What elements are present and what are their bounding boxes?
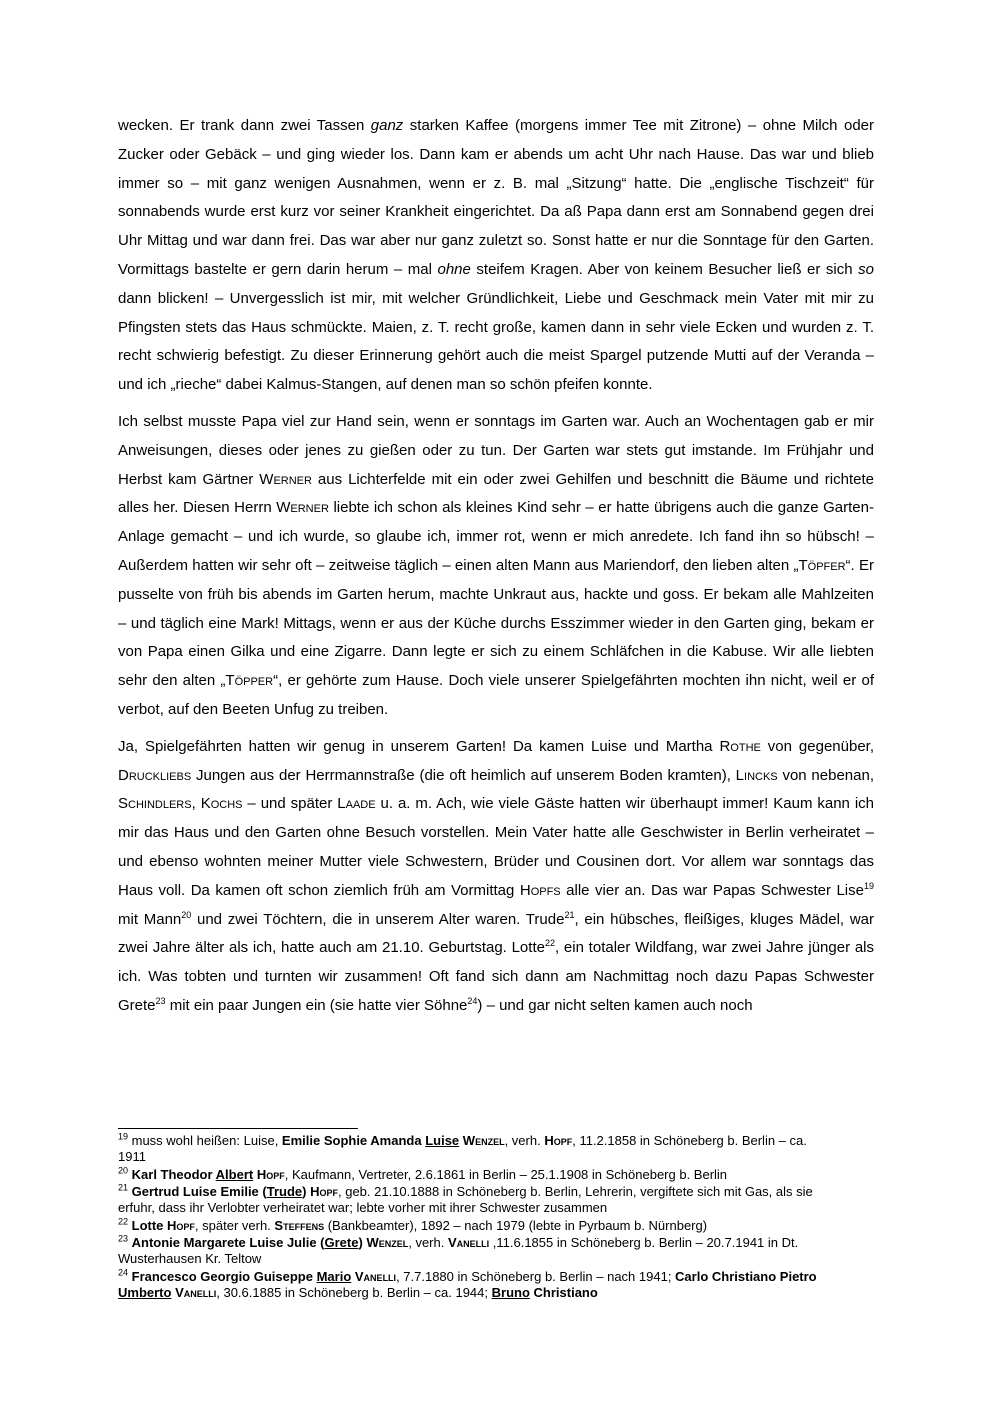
- text-run: liebte ich schon als kleines Kind sehr – er hatte übrigens auch die ganze Garten-Anlage gemacht – und ich wurde, so glaube ich, immer rot, wenn er mich anredete. Ich fand ihn so hübsch! – Außerdem hatten wir sehr oft – zeitweise täglich – einen alten Mann aus Mariendorf, den lieben alten „: [118, 499, 874, 574]
- text-run: Rothe: [719, 737, 761, 755]
- text-run: Albert: [215, 1166, 254, 1182]
- text-run: ,11.6.1855 in Schöneberg b. Berlin – 20.7.1941 in Dt. Wusterhausen Kr. Teltow: [118, 1235, 799, 1266]
- text-run: , 7.7.1880 in Schöneberg b. Berlin – nach 1941;: [396, 1268, 676, 1284]
- footnote-text: [118, 1133, 807, 1164]
- footnote-22: [118, 1218, 818, 1234]
- text-run: ganz: [370, 117, 404, 134]
- text-run: ohne: [437, 260, 471, 278]
- text-run: u. a. m. Ach, wie viele Gäste hatten wir überhaupt immer! Kaum kann ich mir das Haus und den Garten ohne Besuch vorstellen. Mein Vater hatte alle Geschwister in Berlin verheiratet – und ebenso wohnten meiner Mutter viele Schwestern, Brüder und Cousinen dort. Vor allem war sonntags das Haus voll. Da kamen oft schon ziemlich früh am Vormittag: [118, 795, 875, 899]
- text-run: , verh.: [504, 1133, 545, 1148]
- text-run: Luise: [425, 1133, 460, 1148]
- footnote-19: [118, 1133, 818, 1165]
- text-run: Werner: [259, 470, 312, 488]
- text-run: und zwei Töchtern, die in unserem Alter waren. Trude: [191, 910, 565, 928]
- text-run: Antonie Margarete Luise Julie (: [131, 1235, 325, 1250]
- text-run: Karl Theodor: [131, 1166, 216, 1182]
- text-run: Steffens: [274, 1217, 325, 1233]
- text-run: Emilie Sophie Amanda: [281, 1133, 426, 1148]
- text-run: Hopfs: [519, 881, 561, 899]
- footnote-number: 22: [118, 1216, 129, 1227]
- text-run: mit ein paar Jungen ein (sie hatte vier Söhne: [165, 996, 468, 1014]
- footnote-text: [118, 1269, 817, 1300]
- text-run: “, er gehörte zum Hause. Doch viele unserer Spielgefährten mochten ihn nicht, weil er of verbot, auf den Beeten Unfug zu treiben.: [118, 672, 875, 718]
- body-paragraph-2: [118, 408, 874, 725]
- text-run: Vanelli: [447, 1235, 490, 1250]
- text-run: wecken. Er trank dann zwei Tassen: [118, 117, 371, 134]
- text-run: Umberto: [118, 1284, 172, 1300]
- text-run: Christiano: [533, 1284, 598, 1300]
- text-run: , später verh.: [194, 1217, 275, 1233]
- body-paragraph-1: [118, 112, 874, 400]
- text-run: von gegenüber,: [760, 737, 875, 755]
- text-run: Ich selbst musste Papa viel zur Hand sein, wenn er sonntags im Garten war. Auch an Wochentagen gab er mir Anweisungen, dieses oder jenes zu gießen oder zu tun. Der Garten war stets gut imstande. Im Frühjahr und Herbst kam Gärtner: [118, 412, 874, 488]
- text-run: Wenzel: [462, 1133, 505, 1148]
- footnotes: [118, 1133, 818, 1302]
- text-run: muss wohl heißen: Luise,: [128, 1133, 282, 1148]
- text-run: Ja, Spielgefährten hatten wir genug in unserem Garten! Da kamen Luise und Martha: [118, 737, 720, 755]
- footnote-text: [118, 1235, 798, 1266]
- footnote-23: [118, 1235, 818, 1267]
- text-run: , verh.: [408, 1235, 448, 1250]
- text-run: Mario: [316, 1268, 352, 1284]
- text-run: alle vier an. Das war Papas Schwester Lise: [560, 881, 864, 899]
- text-run: Hopf: [167, 1217, 195, 1233]
- text-run: Jungen aus der Herrmannstraße (die oft heimlich auf unserem Boden kramten),: [191, 766, 736, 784]
- text-run: starken Kaffee (morgens immer Tee mit Zitrone) – ohne Milch oder Zucker oder Gebäck – und ging wieder los. Dann kam er abends um acht Uhr nach Hause. Das war und blieb immer so – mit ganz wenigen Ausnahmen, wenn er z. B. mal „Sitzung“ hatte. Die „englische Tischzeit“ für sonnabends wurde erst kurz vor seiner Krankheit eingerichtet. Da aß Papa dann erst am Sonnabend gegen drei Uhr Mittag und war dann frei. Das war aber nur ganz zuletzt so. Sonst hatte er nur die Sonntage für den Garten. Vormittags bastelte er gern darin herum – mal: [118, 117, 875, 278]
- text-run: Töpper: [225, 672, 274, 690]
- text-run: , Kaufmann, Vertreter, 2.6.1861 in Berlin – 25.1.1908 in Schöneberg b. Berlin: [284, 1166, 728, 1182]
- text-run: , ein hübsches, fleißiges, kluges Mädel, war zwei Jahre älter als ich, hatte auch am 21.10. Geburtstag. Lotte: [118, 910, 874, 957]
- footnote-number: 19: [118, 1131, 129, 1142]
- text-run: Lotte: [131, 1217, 168, 1233]
- text-run: (Bankbeamter), 1892 – nach 1979 (lebte in Pyrbaum b. Nürnberg): [324, 1217, 708, 1233]
- footnote-20: [118, 1167, 818, 1183]
- text-run: Francesco Georgio Guiseppe: [131, 1268, 317, 1284]
- footnote-ref: 19: [863, 880, 874, 891]
- text-run: Schindlers: [118, 795, 192, 813]
- text-run: , geb. 21.10.1888 in Schöneberg b. Berlin, Lehrerin, vergiftete sich mit Gas, als sie erfuhr, dass ihr Verlobter verheiratet war; lebte vorher mit ihrer Schwester zusammen: [118, 1184, 813, 1215]
- text-run: Hopf: [310, 1184, 338, 1199]
- text-run: , 11.2.1858 in Schöneberg b. Berlin – ca. 1911: [118, 1133, 807, 1164]
- text-run: , ein totaler Wildfang, war zwei Jahre jünger als ich. Was tobten und turnten wir zusammen! Oft fand sich dann am Nachmittag noch dazu Papas Schwester Grete: [118, 939, 875, 1014]
- text-run: aus Lichterfelde mit ein oder zwei Gehilfen und beschnitt die Bäume und richtete alles her. Diesen Herrn: [118, 470, 874, 517]
- text-run: Werner: [276, 499, 329, 517]
- footnote-24: [118, 1269, 818, 1301]
- footnote-text: [118, 1184, 813, 1215]
- text-run: Carlo Christiano Pietro: [675, 1268, 817, 1284]
- text-run: mit Mann: [118, 910, 182, 928]
- footnote-ref: 20: [181, 909, 192, 920]
- footnote-ref: 22: [544, 938, 555, 949]
- text-run: dann blicken! – Unvergesslich ist mir, mit welcher Gründlichkeit, Liebe und Geschmack mein Vater mit mir zu Pfingsten stets das Haus schmückte. Maien, z. T. recht große, kamen dann in sehr viele Ecken und wurden z. T. recht schwierig befestigt. Zu dieser Erinnerung gehört auch die meist Spargel putzende Mutti auf der Veranda – und ich „rieche“ dabei Kalmus-Stangen, auf denen man so schön pfeifen konnte.: [118, 289, 874, 394]
- text-run: Hopf: [544, 1133, 573, 1148]
- footnote-number: 20: [118, 1165, 129, 1176]
- text-run: Bruno: [491, 1284, 530, 1300]
- text-run: so: [858, 260, 874, 278]
- text-run: , 30.6.1885 in Schöneberg b. Berlin – ca. 1944;: [216, 1284, 492, 1300]
- footnote-number: 23: [118, 1233, 129, 1244]
- text-run: Töpfer: [798, 556, 846, 574]
- footnote-text: [128, 1218, 707, 1233]
- footnote-text: [128, 1167, 727, 1182]
- text-run: Vanelli: [354, 1268, 397, 1284]
- text-run: “. Er pusselte von früh bis abends im Garten herum, machte Unkraut aus, hackte und goss. Er bekam alle Mahlzeiten – und täglich eine Mark! Mittags, wenn er aus der Küche durchs Esszimmer wieder in den Garten ging, bekam er von Papa einen Gilka und eine Zigarre. Dann legte er sich zu einem Schläfchen in die Kabuse. Wir alle liebten sehr den alten „: [118, 556, 874, 690]
- text-run: Lincks: [735, 766, 778, 784]
- text-run: von nebenan,: [777, 766, 874, 784]
- document-body: [118, 112, 874, 1029]
- footnote-ref: 21: [564, 909, 575, 920]
- footnote-ref: 24: [467, 995, 478, 1006]
- footnote-21: [118, 1184, 818, 1216]
- text-run: – und später: [242, 795, 338, 813]
- footnote-separator: [118, 1128, 358, 1129]
- text-run: ): [358, 1235, 367, 1250]
- text-run: Druckliebs: [118, 766, 192, 784]
- text-run: Laade: [337, 795, 376, 813]
- text-run: ): [302, 1184, 311, 1199]
- text-run: Hopf: [256, 1166, 285, 1182]
- footnote-number: 24: [118, 1267, 129, 1278]
- text-run: Trude: [266, 1184, 303, 1199]
- text-run: Kochs: [200, 795, 243, 813]
- text-run: Vanelli: [175, 1284, 217, 1300]
- footnote-ref: 23: [155, 995, 166, 1006]
- text-run: steifem Kragen. Aber von keinem Besucher ließ er sich: [470, 260, 859, 278]
- text-run: Wenzel: [366, 1235, 409, 1250]
- text-run: Grete: [324, 1235, 359, 1250]
- text-run: ,: [191, 795, 201, 813]
- footnote-number: 21: [118, 1182, 129, 1193]
- body-paragraph-3: [118, 733, 874, 1021]
- text-run: Gertrud Luise Emilie (: [131, 1184, 267, 1199]
- text-run: ) – und gar nicht selten kamen auch noch: [477, 996, 753, 1014]
